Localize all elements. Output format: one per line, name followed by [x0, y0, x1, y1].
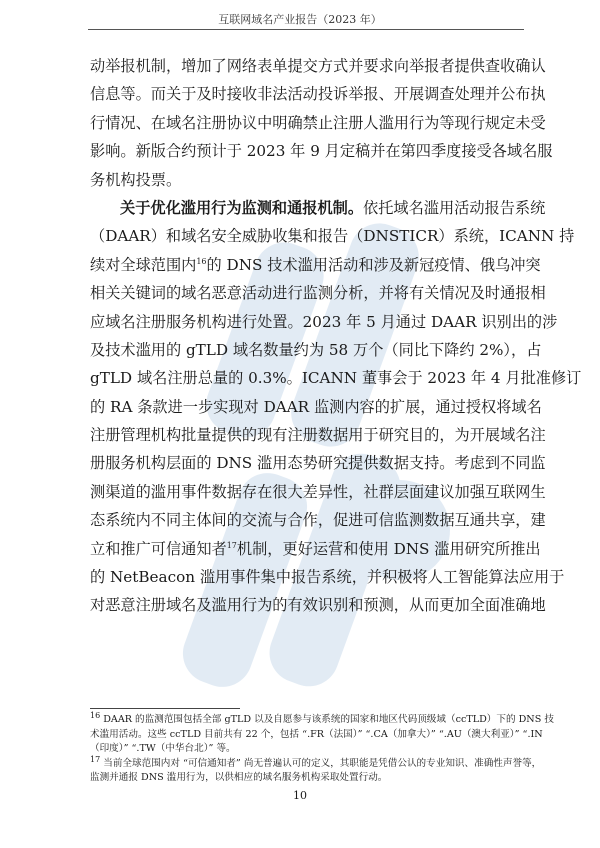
footnote-16 [90, 710, 554, 728]
footnote-marker: 16 [90, 710, 101, 720]
paragraph-line: 务机构投票。 [90, 170, 182, 189]
footnote-ref-16[interactable]: 16 [196, 256, 207, 266]
paragraph-line [90, 251, 541, 279]
footnote-line: 术滥用活动。这些 ccTLD 目前共有 22 个，包括 “.FR（法国）” “.CA（加拿大）” “.AU（澳大利亚）” “.IN [90, 728, 543, 740]
paragraph-line [90, 194, 546, 222]
paragraph-line: 动举报机制，增加了网络表单提交方式并要求向举报者提供查收确认 [90, 57, 546, 75]
paragraph-line: 及技术滥用的 gTLD 域名数量约为 58 万个（同比下降约 2%），占 [90, 340, 542, 359]
paragraph-line: 测渠道的滥用事件数据存在很大差异性，社群层面建议加强互联网生 [90, 482, 546, 501]
paragraph-line: gTLD 域名注册总量的 0.3%。ICANN 董事会于 2023 年 4 月批准修订 [90, 369, 582, 388]
paragraph-line: 对恶意注册域名及滥用行为的有效识别和预测，从而更加全面准确地 [90, 596, 546, 615]
header-rule [88, 29, 524, 30]
paragraph-line: 相关关键词的域名恶意活动进行监测分析，并将有关情况及时通报相 [90, 284, 546, 303]
footnote-text: DAAR 的监测范围包括全部 gTLD 以及自愿参与该系统的国家和地区代码顶级域（ccTLD）下的 DNS 技 [100, 714, 554, 725]
footnote-17 [90, 754, 542, 772]
footnote-line: 监测并通报 DNS 滥用行为，以供相应的域名服务机构采取处置行动。 [90, 772, 388, 784]
body-text [90, 52, 582, 620]
paragraph-line: 的 RA 条款进一步实现对 DAAR 监测内容的扩展，通过授权将域名 [90, 397, 542, 416]
paragraph-line [90, 535, 541, 563]
paragraph-line: 影响。新版合约预计于 2023 年 9 月定稿并在第四季度接受各域名服 [90, 142, 553, 161]
paragraph-line: 行情况、在域名注册协议中明确禁止注册人滥用行为等现行规定未受 [90, 113, 546, 132]
footnotes [90, 710, 554, 786]
page-number: 10 [293, 789, 307, 802]
paragraph-text: 立和推广可信通知者 [90, 539, 227, 558]
page-header: 互联网域名产业报告（2023 年） [218, 13, 382, 26]
footnote-line: （印度）” “.TW（中华台北）” 等。 [90, 743, 236, 755]
paragraph-line: 应域名注册服务机构进行处置。2023 年 5 月通过 DAAR 识别出的涉 [90, 312, 558, 331]
section-heading: 关于优化滥用行为监测和通报机制。 [120, 198, 363, 217]
footnote-marker: 17 [90, 754, 101, 764]
paragraph-line: 的 NetBeacon 滥用事件集中报告系统，并积极将人工智能算法应用于 [90, 568, 565, 587]
paragraph-line: 信息等。而关于及时接收非法活动投诉举报、开展调查处理并公布执 [90, 85, 546, 104]
paragraph-text: 机制，更好运营和使用 DNS 滥用研究所推出 [236, 539, 541, 558]
paragraph-line: 注册管理机构批量提供的现有注册数据用于研究目的，为开展域名注 [90, 426, 546, 445]
paragraph-text: 的 DNS 技术滥用活动和涉及新冠疫情、俄乌冲突 [206, 255, 541, 274]
paragraph-text: 依托域名滥用活动报告系统 [363, 198, 546, 217]
paragraph-line: 态系统内不同主体间的交流与合作，促进可信监测数据互通共享，建 [90, 511, 546, 530]
footnote-text: 当前全球范围内对 “可信通知者” 尚无普遍认可的定义，其职能是凭借公认的专业知识、准确性声誉等， [100, 757, 542, 769]
footnote-rule [90, 708, 240, 709]
paragraph-text: 续对全球范围内 [90, 255, 197, 274]
paragraph-line: （DAAR）和域名安全威胁收集和报告（DNSTICR）系统，ICANN 持 [90, 227, 575, 246]
paragraph-line: 册服务机构层面的 DNS 滥用态势研究提供数据支持。考虑到不同监 [90, 454, 546, 473]
footnote-ref-17[interactable]: 17 [226, 540, 237, 550]
